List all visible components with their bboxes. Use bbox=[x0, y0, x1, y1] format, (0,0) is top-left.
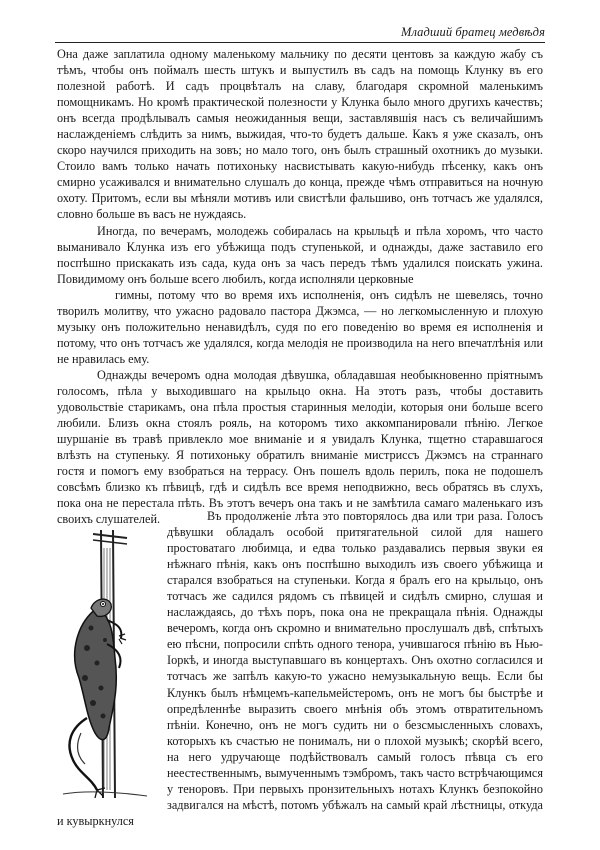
toad-on-post-illustration bbox=[57, 528, 153, 800]
paragraph-3: гимны, потому что во время ихъ исполненія, онъ сидѣлъ не шевелясь, точно творилъ молитву, что ужасно радовало пастора Джэмса, — но легкомысленную и плохую музыку онъ положительно ненавидѣлъ, судя по его поведенію во время ея исполненія и потому, что онъ тотчасъ же удалялся, когда мелодія не производила на него впечатлѣнія или не нравилась ему. bbox=[57, 287, 543, 366]
header-title: Младший братец медвѣдя bbox=[400, 25, 545, 39]
body-text bbox=[57, 46, 543, 527]
paragraph-2: Иногда, по вечерамъ, молодежь собиралась на крыльцѣ и пѣла хоромъ, что часто выманивало Клунка изъ его убѣжища подъ ступенькой, и однажды, даже заставило его поспѣшно приcкакать изъ сада, куда онъ за часъ передъ тѣмъ удалился поискать ужина. Повидимому онъ больше всего любилъ, когда исполняли церковные bbox=[57, 223, 543, 286]
paragraph-5: Въ продолженіе лѣта это повторялось два или три раза. Голосъ дѣвушки обладалъ особой притягательной силой для нашего простоватаго любимца, и едва только раздавались первыя звуки ея нѣжнаго пѣнія, какъ онъ поспѣшно выходилъ изъ своего убѣжища и старался взобраться на ступеньки. Когда я бралъ его на крыльцо, онъ тотчасъ же садился рядомъ съ пѣвицей и сидѣлъ смирно, слушая и наслаждаясь, до тѣхъ поръ, пока она не прекращала пѣнія. Однажды вечеромъ, когда онъ скромно и внимательно прослушалъ двѣ, спѣтыхъ ею пѣсни, попросили спѣть одного тенора, учившагося пѣнію въ Нью-Іоркѣ, и иногда выступавшаго въ концертахъ. Онъ охотно согласился и тотчасъ же запѣлъ какую-то ужасно немузыкальную вещь. Если бы Клункъ былъ нѣмцемъ-капельмейстеромъ, онъ не могъ бы быстрѣе и опредѣленнѣе выразить своего мнѣнія объ этомъ отвратительномъ пѣніи. Конечно, онъ не могъ судить ни о безсмысленныхъ словахъ, которыхъ къ счастью не понималъ, ни о плохой музыкѣ; скорѣй всего, на него удручающе подѣйствовалъ самый голосъ пѣвца съ его неестественнымъ, вымученнымъ тэмбромъ, такъ часто встрѣчающимся у теноровъ. При первыхъ пронзительныхъ нотахъ Клункъ безпокойно задвигался на мѣстѣ, потомъ убѣжалъ на самый край лѣстницы, откуда и кувыркнулся bbox=[57, 509, 543, 828]
toad-icon bbox=[57, 528, 153, 800]
paragraph-1: Она даже заплатила одному маленькому мальчику по десяти центовъ за каждую жабу съ тѣмъ, чтобы онъ поймалъ шесть штукъ и выпустилъ въ садъ на помощь Клунку въ его полезной работѣ. И садъ процвѣталъ на славу, благодаря скромной маленькимъ помощникамъ. Но кромѣ практической полезности у Клунка было много другихъ качествъ; онъ всегда продѣлывалъ самыя неожиданныя вещи, заставлявшія насъ съ величайшимъ наслажденіемъ слѣдить за нимъ, выжидая, что-то будетъ дальше. Какъ я уже сказалъ, онъ скоро научился приходить на зовъ; но мало того, онъ былъ страшный охотникъ до музыки. Стоило вамъ только начать потихоньку насвистывать какую-нибудь пѣсенку, какъ онъ смирно усаживался и внимательно слушалъ до конца, прежде чѣмъ отправиться на ночную охоту. Притомъ, если вы мѣняли мотивъ или свистѣли фальшиво, онъ тотчасъ же удалялся, словно больше въ васъ не нуждаясь. bbox=[57, 47, 543, 222]
running-header bbox=[55, 24, 545, 43]
illustrated-section bbox=[57, 508, 543, 828]
paragraph-4: Однажды вечеромъ одна молодая дѣвушка, обладавшая необыкновенно пріятнымъ голосомъ, пѣла у выходившаго на крыльцо окна. На этотъ разъ, чтобы доставить удовольствіе старикамъ, она пѣла простыя старинныя мелодіи, которыя они больше всего любили. Близъ окна стоялъ рояль, на которомъ тихо аккомпанировали пѣнію. Легкое шуршаніе въ травѣ привлекло мое вниманіе и я увидалъ Клунка, тщетно старавшагося влѣзть на ступеньку. Я потихоньку обратилъ вниманіе мистриссъ Джэмсъ на страннаго гостя и помогъ ему взобраться на террасу. Онъ пошелъ вдоль перилъ, пока не подошелъ совсѣмъ близко къ пѣвицѣ, гдѣ и сидѣлъ все время неподвижно, весь обратясь въ слухъ, пока она не перестала пѣть. Въ этотъ вечеръ она такъ и не замѣтила самаго маленькаго изъ своихъ слушателей. bbox=[57, 367, 543, 527]
